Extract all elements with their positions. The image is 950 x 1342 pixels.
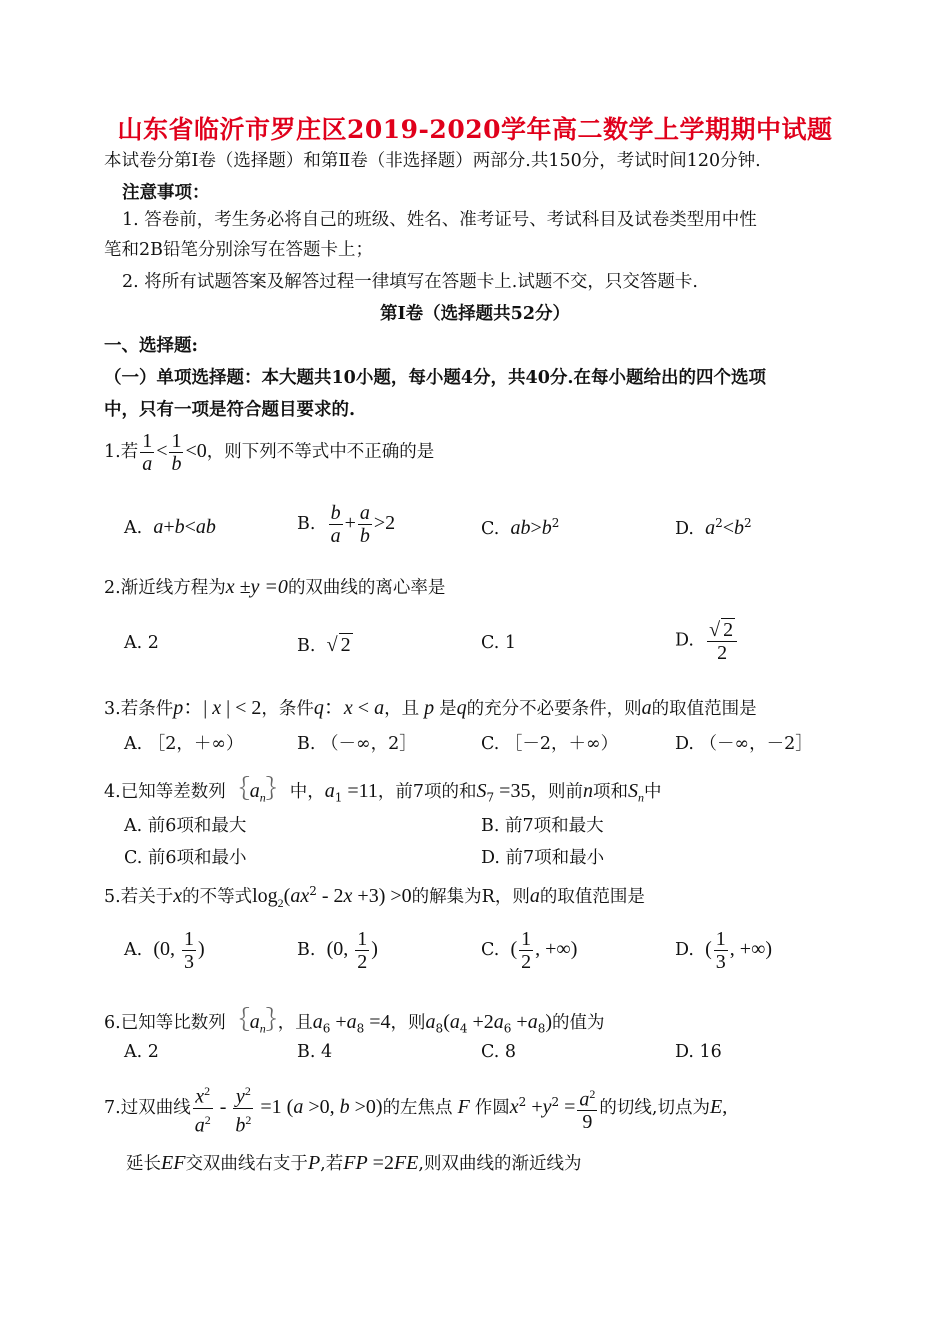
part1-heading: 第Ⅰ卷（选择题共52分） (379, 304, 571, 324)
q2-option-a: A. 2 (124, 633, 159, 653)
subsection-instructions-cont: 中，只有一项是符合题目要求的. (104, 400, 356, 420)
q4-option-a: A. 前6项和最大 (124, 816, 247, 836)
notice-item-2: 2. 将所有试题答案及解答过程一律填写在答题卡上.试题不交，只交答题卡. (122, 272, 698, 292)
question-6: 6.已知等比数列$\{a_n\}$，且$a_6 +a_8 =4$，则$a_8(a_4 +2a_6 +a_8)$的值为 (104, 1006, 605, 1036)
q6-option-d: D. 16 (675, 1042, 722, 1062)
q5-option-a: A. (0, $\frac{1}{3}$ ) (124, 928, 205, 973)
q5-option-d: D. ( $\frac{1}{3}$ , +∞) (675, 928, 772, 973)
notice-item-1-cont: 笔和2B铅笔分别涂写在答题卡上； (104, 240, 373, 260)
question-4: 4.已知等差数列$\{a_n\}$中，$a_1 =11$，前7项的和$S_7 =35$，则前n项和$S_n$中 (104, 775, 662, 805)
q1-option-c: C. $ab>b^2$ (481, 516, 560, 539)
q4-option-b: B. 前7项和最大 (481, 816, 604, 836)
q3-option-a: A. ［2，＋∞） (124, 734, 244, 754)
intro-text: 本试卷分第Ⅰ卷（选择题）和第Ⅱ卷（非选择题）两部分.共150分，考试时间120分钟. (104, 151, 761, 171)
question-5: 5.若关于x的不等式$\log_2(ax^2 - 2x +3) >0$的解集为R，则a的取值范围是 (104, 884, 645, 910)
q3-option-b: B. （－∞，2］ (297, 734, 417, 754)
page-title: 山东省临沂市罗庄区2019-2020学年高二数学上学期期中试题 (117, 115, 833, 144)
q3-option-c: C. ［－2，＋∞） (481, 734, 619, 754)
subsection-instructions: （一）单项选择题：本大题共10小题，每小题4分，共40分.在每小题给出的四个选项 (104, 368, 766, 388)
question-7-cont: 延长EF交双曲线右支于P,若FP =2FE,则双曲线的渐近线为 (126, 1152, 582, 1174)
q6-option-a: A. 2 (124, 1042, 159, 1062)
q2-option-d: D. $\frac{√ 2}{2}$ (675, 618, 739, 664)
q3-option-d: D. （－∞，－2］ (675, 734, 813, 754)
q4-option-d: D. 前7项和最小 (481, 848, 605, 868)
question-7: 7.过双曲线 $\frac{x^2}{a^2}$ - $\frac{y^2}{b^2}$ =1 (a >0, b >0)的左焦点 F 作圆$x^2 +y^2$ = $\frac{a^2}{9}$ 的切线,切点为E, (104, 1084, 728, 1137)
question-1-suffix: ，则下列不等式中不正确的是 (206, 442, 435, 463)
question-1: 1.若 $\frac{1}{a}$ < $\frac{1}{b}$ <0，则下列不等式中不正确的是 (104, 430, 435, 475)
q5-option-c: C. ( $\frac{1}{2}$ , +∞) (481, 928, 578, 973)
q1-option-b: B. $\frac{b}{a}$ + $\frac{a}{b}$ >2 (297, 502, 396, 547)
notice-heading: 注意事项： (122, 183, 210, 203)
q6-option-b: B. 4 (297, 1042, 333, 1062)
q1-option-d: D. $a^2<b^2$ (675, 516, 752, 539)
notice-item-1: 1. 答卷前，考生务必将自己的班级、姓名、准考证号、考试科目及试卷类型用中性 (122, 210, 757, 230)
question-3: 3.若条件p：| x | < 2，条件q：x < a，且 p 是q的充分不必要条件，则a的取值范围是 (104, 697, 757, 719)
q5-option-b: B. (0, $\frac{1}{2}$ ) (297, 928, 378, 973)
q2-option-c: C. 1 (481, 633, 517, 653)
q6-option-c: C. 8 (481, 1042, 517, 1062)
question-2: 2.渐近线方程为x ±y =0的双曲线的离心率是 (104, 576, 446, 598)
q2-option-b: B. √ 2 (297, 634, 351, 656)
section-heading: 一、选择题: (104, 336, 198, 356)
q1-option-a: A. a+b<ab (124, 516, 216, 538)
q4-option-c: C. 前6项和最小 (124, 848, 247, 868)
question-1-prefix: 1.若 (104, 442, 139, 463)
